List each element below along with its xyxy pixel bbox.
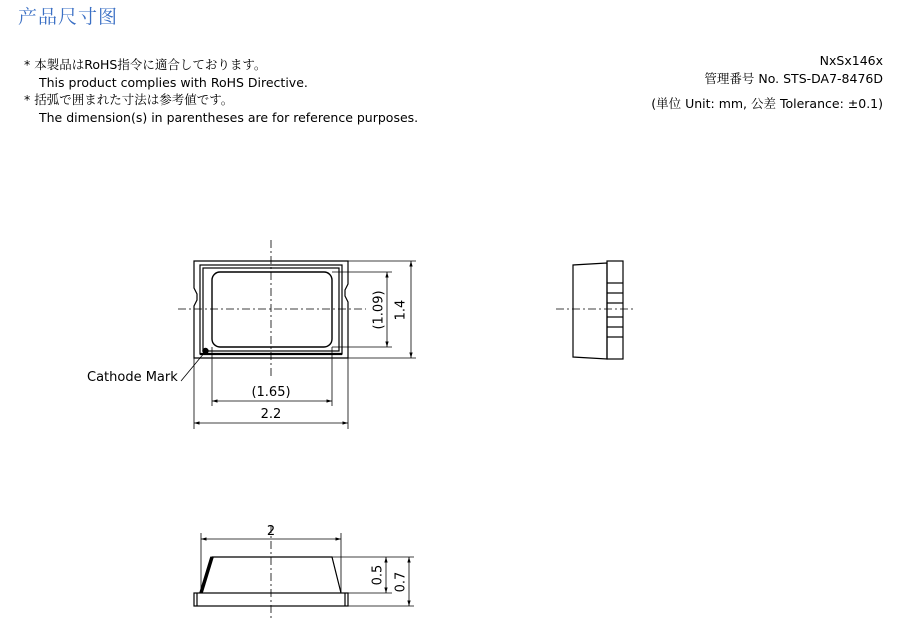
part-name: NxSx146x xyxy=(819,53,883,68)
note-reference-en: The dimension(s) in parentheses are for reference purposes. xyxy=(39,109,419,125)
dim-width-label: 2.2 xyxy=(260,407,282,422)
note-rohs-en: This product complies with RoHS Directive. xyxy=(39,74,308,90)
side-view-lens xyxy=(573,263,607,359)
cathode-mark-label: Cathode Mark xyxy=(87,370,178,385)
cathode-mark xyxy=(203,348,208,353)
dim-total-height-label: 0.7 xyxy=(393,571,409,593)
dim-height-ref-label: (1.09) xyxy=(371,290,387,330)
dim-lens-height-label: 0.5 xyxy=(370,564,386,586)
side-view-base xyxy=(607,261,623,359)
control-number: 管理番号 No. STS-DA7-8476D xyxy=(704,70,883,86)
note-reference-jp: * 括弧で囲まれた寸法は参考値です。 xyxy=(24,92,234,107)
units-tolerance: (単位 Unit: mm, 公差 Tolerance: ±0.1) xyxy=(651,96,883,111)
top-view-lens xyxy=(212,272,332,347)
side-view xyxy=(573,261,623,359)
dim-width-ref-label: (1.65) xyxy=(251,385,291,400)
note-rohs-jp: * 本製品はRoHS指令に適合しております。 xyxy=(24,57,267,72)
dim-height-label: 1.4 xyxy=(393,299,409,321)
page-title: 产品尺寸图 xyxy=(18,6,119,28)
cathode-leader xyxy=(181,352,205,381)
dim-bottom-width-label: 2 xyxy=(266,524,276,539)
